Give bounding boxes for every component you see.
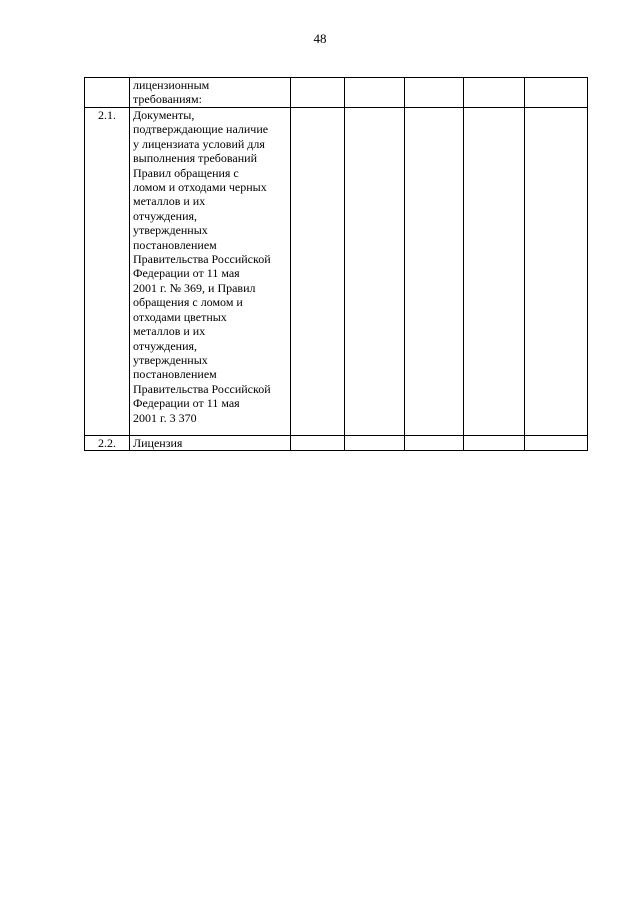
page-number: 48	[313, 31, 327, 46]
table-row	[85, 436, 588, 451]
empty-cell	[291, 108, 345, 436]
empty-cell	[291, 78, 345, 108]
row-text-cell: Документы, подтверждающие наличие у лицензиата условий для выполнения требований Правил обращения с ломом и отходами черных металлов и их отчуждения, утвержденных постановлением Правительства Российской Федерации от 11 мая 2001 г. № 369, и Правил обращения с ломом и отходами цветных металлов и их отчуждения, утвержденных постановлением Правительства Российской Федерации от 11 мая 2001 г. 3 370	[130, 108, 291, 436]
row-number-cell	[85, 78, 130, 108]
table-row	[85, 78, 588, 108]
empty-cell	[525, 108, 588, 436]
empty-cell	[464, 436, 525, 451]
empty-cell	[345, 78, 405, 108]
empty-cell	[405, 78, 464, 108]
license-documents-table	[84, 77, 588, 451]
row-number-cell: 2.2.	[85, 436, 130, 451]
empty-cell	[525, 436, 588, 451]
empty-cell	[291, 436, 345, 451]
empty-cell	[464, 108, 525, 436]
empty-cell	[345, 436, 405, 451]
row-text-cell: лицензионным требованиям:	[130, 78, 291, 108]
empty-cell	[464, 78, 525, 108]
row-number-cell: 2.1.	[85, 108, 130, 436]
table-row	[85, 108, 588, 436]
empty-cell	[405, 436, 464, 451]
empty-cell	[405, 108, 464, 436]
row-text-cell: Лицензия	[130, 436, 291, 451]
empty-cell	[525, 78, 588, 108]
empty-cell	[345, 108, 405, 436]
